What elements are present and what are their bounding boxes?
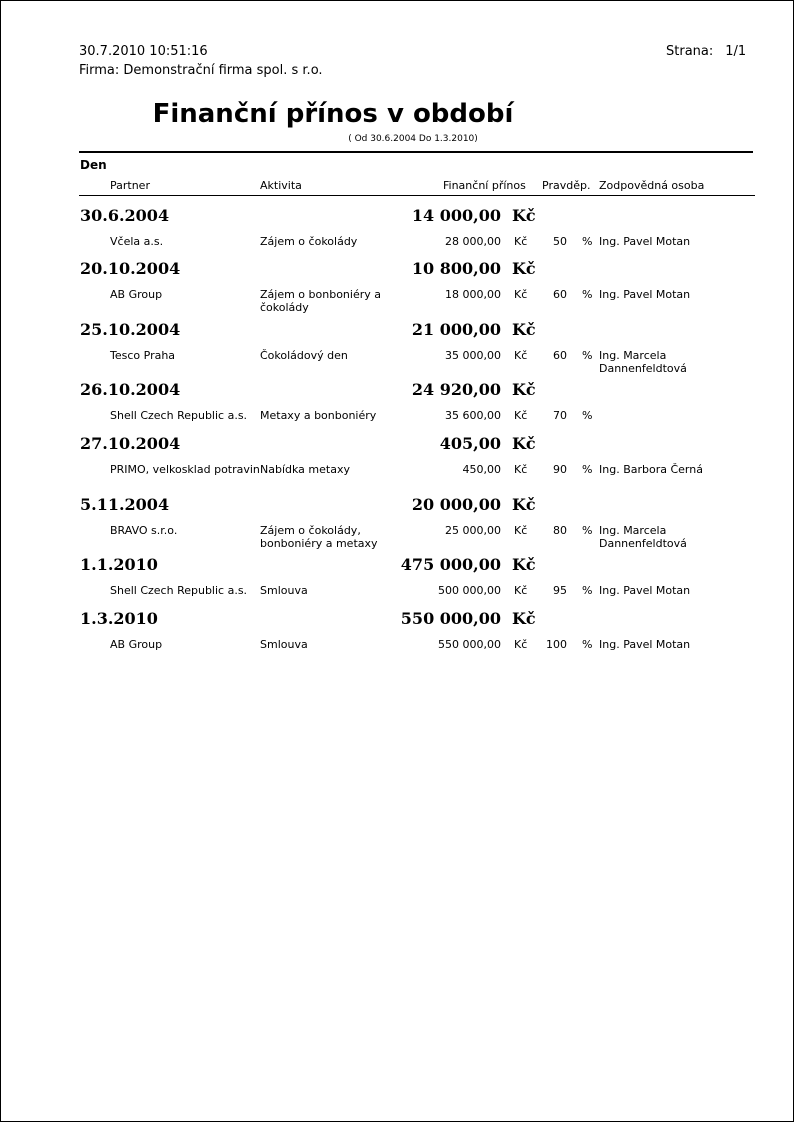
group-total: 550 000,00 (400, 609, 501, 628)
row-amount: 28 000,00 (445, 235, 501, 248)
page-indicator (666, 44, 746, 59)
group-currency: Kč (512, 320, 536, 339)
row-activity: Smlouva (260, 638, 308, 651)
row-probability: 60 (553, 349, 567, 362)
column-benefit: Finanční přínos (443, 179, 526, 192)
row-amount: 550 000,00 (438, 638, 501, 651)
row-person: Ing. Marcela Dannenfeldtová (599, 524, 687, 550)
row-percent-sign: % (582, 584, 593, 597)
group-total: 14 000,00 (411, 206, 501, 225)
row-amount: 450,00 (462, 463, 501, 476)
row-partner: Shell Czech Republic a.s. (110, 409, 248, 422)
group-currency: Kč (512, 495, 536, 514)
row-amount: 18 000,00 (445, 288, 501, 301)
row-person: Ing. Pavel Motan (599, 584, 691, 597)
row-percent-sign: % (582, 463, 593, 476)
row-amount: 500 000,00 (438, 584, 501, 597)
row-partner: Shell Czech Republic a.s. (110, 584, 248, 597)
group-currency: Kč (512, 609, 536, 628)
group-date: 1.1.2010 (80, 555, 158, 574)
row-amount: 25 000,00 (445, 524, 501, 537)
column-person: Zodpovědná osoba (599, 179, 705, 192)
row-currency: Kč (514, 524, 528, 537)
row-probability: 95 (553, 584, 567, 597)
report-period: ( Od 30.6.2004 Do 1.3.2010) (348, 134, 478, 144)
row-activity: Čokoládový den (260, 349, 348, 362)
row-activity: Metaxy a bonboniéry (260, 409, 377, 422)
column-probability: Pravděp. (542, 179, 591, 192)
page-value: 1/1 (725, 44, 747, 59)
group-total: 475 000,00 (400, 555, 501, 574)
row-partner: Tesco Praha (110, 349, 176, 362)
page-label: Strana: (666, 44, 714, 59)
row-probability: 60 (553, 288, 567, 301)
column-activity: Aktivita (260, 179, 302, 192)
row-currency: Kč (514, 409, 528, 422)
firm-name: Firma: Demonstrační firma spol. s r.o. (79, 63, 323, 78)
row-amount: 35 000,00 (445, 349, 501, 362)
report-title: Finanční přínos v období (152, 99, 514, 129)
row-currency: Kč (514, 288, 528, 301)
row-currency: Kč (514, 463, 528, 476)
row-person: Ing. Barbora Černá (599, 463, 703, 476)
group-currency: Kč (512, 434, 536, 453)
row-person: Ing. Pavel Motan (599, 288, 691, 301)
group-currency: Kč (512, 555, 536, 574)
row-person: Ing. Pavel Motan (599, 638, 691, 651)
header-rule-top (79, 151, 753, 153)
row-percent-sign: % (582, 524, 593, 537)
row-partner: PRIMO, velkosklad potravin (110, 463, 260, 476)
column-partner: Partner (110, 179, 150, 192)
group-date: 27.10.2004 (80, 434, 181, 453)
group-date: 1.3.2010 (80, 609, 158, 628)
group-date: 30.6.2004 (80, 206, 170, 225)
row-partner: BRAVO s.r.o. (110, 524, 178, 537)
row-percent-sign: % (582, 409, 593, 422)
row-probability: 50 (553, 235, 567, 248)
row-percent-sign: % (582, 349, 593, 362)
row-person: Ing. Pavel Motan (599, 235, 691, 248)
row-probability: 90 (553, 463, 567, 476)
row-partner: Včela a.s. (110, 235, 164, 248)
group-total: 20 000,00 (411, 495, 501, 514)
row-activity: Zájem o čokolády (260, 235, 358, 248)
group-total: 21 000,00 (411, 320, 501, 339)
group-total: 10 800,00 (411, 259, 501, 278)
row-currency: Kč (514, 235, 528, 248)
group-total: 405,00 (439, 434, 501, 453)
row-probability: 80 (553, 524, 567, 537)
row-currency: Kč (514, 349, 528, 362)
group-currency: Kč (512, 259, 536, 278)
group-date: 25.10.2004 (80, 320, 181, 339)
row-probability: 100 (546, 638, 567, 651)
group-currency: Kč (512, 206, 536, 225)
row-activity: Smlouva (260, 584, 308, 597)
group-date: 20.10.2004 (80, 259, 181, 278)
header-rule-bottom (79, 195, 755, 196)
group-currency: Kč (512, 380, 536, 399)
row-currency: Kč (514, 638, 528, 651)
print-datetime: 30.7.2010 10:51:16 (79, 44, 208, 59)
group-date: 5.11.2004 (80, 495, 170, 514)
row-activity: Zájem o čokolády, bonboniéry a metaxy (260, 524, 378, 550)
group-total: 24 920,00 (411, 380, 501, 399)
row-person: Ing. Marcela Dannenfeldtová (599, 349, 687, 375)
row-currency: Kč (514, 584, 528, 597)
row-partner: AB Group (110, 638, 163, 651)
row-percent-sign: % (582, 235, 593, 248)
row-activity: Nabídka metaxy (260, 463, 350, 476)
row-amount: 35 600,00 (445, 409, 501, 422)
row-percent-sign: % (582, 288, 593, 301)
group-date: 26.10.2004 (80, 380, 181, 399)
column-group-den: Den (80, 158, 107, 172)
row-activity: Zájem o bonboniéry a čokolády (260, 288, 381, 314)
row-partner: AB Group (110, 288, 163, 301)
row-probability: 70 (553, 409, 567, 422)
row-percent-sign: % (582, 638, 593, 651)
